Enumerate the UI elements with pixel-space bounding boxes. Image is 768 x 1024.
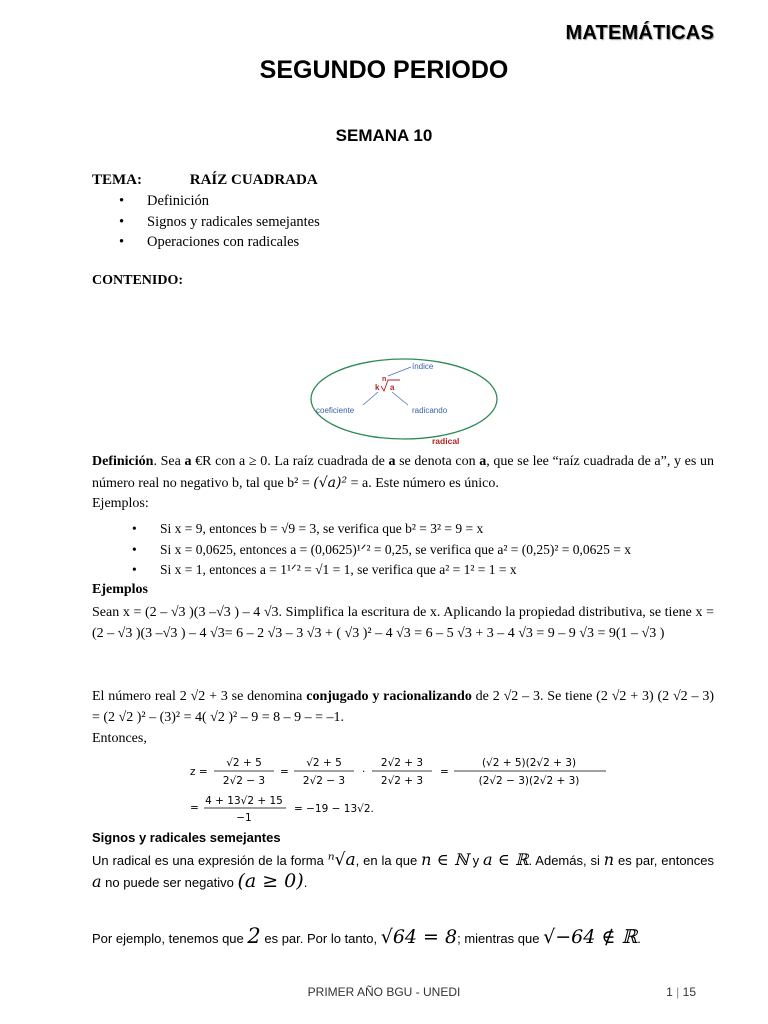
text: se denota con (395, 454, 480, 469)
eq-equals: = (440, 766, 449, 778)
footer-text: PRIMER AÑO BGU - UNEDI (307, 985, 461, 999)
diagram-n: n (382, 376, 387, 383)
definition-paragraph (92, 452, 714, 515)
text: es par, entonces (614, 853, 715, 868)
eq-f4-den: (2√2 − 3)(2√2 + 3) (478, 775, 580, 787)
diagram-a: a (390, 383, 395, 392)
eq-z: z = (190, 766, 208, 778)
eq-dot: · (362, 766, 366, 778)
text: Por ejemplo, tenemos que (92, 931, 248, 946)
diagram-ellipse (311, 359, 497, 439)
eq-f2-num: √2 + 5 (306, 757, 342, 769)
text: Un radical es una expresión de la forma (92, 853, 328, 868)
math-expression: a (92, 872, 102, 891)
eq-f1-den: 2√2 − 3 (222, 775, 266, 787)
eq-f3-den: 2√2 + 3 (380, 775, 424, 787)
total-pages: 15 (682, 985, 696, 999)
math-expression: 2 (247, 924, 261, 948)
topic-list (119, 191, 320, 253)
arrow-radicando (392, 392, 408, 405)
eq-f5-num: 4 + 13√2 + 15 (205, 795, 283, 807)
signos-heading: Signos y radicales semejantes (92, 830, 281, 845)
page-title: SEGUNDO PERIODO (259, 56, 509, 84)
text: . (637, 931, 641, 946)
signos-paragraph (92, 850, 714, 893)
arrow-indice (388, 367, 411, 376)
text: a (479, 454, 487, 469)
math-expression: n (603, 850, 615, 869)
eq-f2-den: 2√2 − 3 (302, 775, 346, 787)
eq-result: = −19 − 13√2. (294, 803, 374, 815)
ejemplos-heading: Ejemplos (92, 582, 148, 597)
eq-f5-den: −1 (236, 812, 252, 824)
text: a (388, 454, 396, 469)
tema-row (92, 172, 318, 189)
contenido-heading: CONTENIDO: (92, 273, 184, 288)
eq-f1-num: √2 + 5 (226, 757, 262, 769)
current-page: 1 (666, 985, 673, 999)
text: , en la que (355, 853, 422, 868)
text: no puede ser negativo (101, 875, 238, 890)
eq-f4-num: (√2 + 5)(2√2 + 3) (481, 757, 577, 769)
text: , que se lee “raíz cuadrada de a”, y es un número real no negativo b, tal que b² = (92, 454, 714, 491)
list-item: • Si x = 9, entonces b = √9 = 3, se verifica que b² = 3² = 9 = x (132, 519, 631, 540)
text: . Sea (153, 454, 185, 469)
ejemplos-paragraph: Sean x = (2 – √3 )(3 –√3 ) – 4 √3. Simplifica la escritura de x. Aplicando la propiedad distributiva, se tiene x = (2 – √3 )(3 –√3 ) – 4 √3= 6 – 2 √3 – 3 √3 + ( √3 )² – 4 √3 = 6 – 5 √3 + 3 – 4 √3 = 9 – 9 √3 = 9(1 – √3 ) (92, 605, 714, 641)
math-expression: a ∈ ℝ (483, 850, 529, 869)
diagram-label-radicando: radicando (412, 406, 448, 415)
eq-f3-num: 2√2 + 3 (380, 757, 424, 769)
conjugado-paragraph (92, 687, 714, 728)
signos-example (92, 924, 714, 948)
list-item: • Si x = 1, entonces a = 1¹ᐟ² = √1 = 1, se verifica que a² = 1² = 1 = x (132, 560, 631, 581)
list-item: • Si x = 0,0625, entonces a = (0,0625)¹ᐟ² = 0,25, se verifica que a² = (0,25)² = 0,0625 = x (132, 540, 631, 561)
week-heading: SEMANA 10 (335, 126, 433, 145)
math-expression: (a ≥ 0) (237, 870, 304, 892)
racionalization-equation (186, 748, 626, 824)
radical-diagram (308, 355, 500, 451)
definition-examples (132, 519, 631, 581)
text: a (184, 454, 192, 469)
list-item: • Definición (119, 191, 320, 212)
entonces-text: Entonces, (92, 731, 147, 746)
page-separator: | (676, 985, 680, 999)
ejemplos-label: Ejemplos: (92, 496, 149, 511)
eq-equals: = (280, 766, 289, 778)
math-expression: √64 = 8 (380, 926, 458, 948)
math-expression: √−64 ∉ ℝ (543, 926, 638, 948)
text: El número real 2 √2 + 3 se denomina (92, 689, 307, 704)
math-expression: n ∈ ℕ (421, 850, 469, 869)
diagram-label-coeficiente: coeficiente (316, 406, 355, 415)
text: €R con a ≥ 0. La raíz cuadrada de (191, 454, 389, 469)
tema-label: TEMA: (92, 172, 142, 188)
text: . Además, si (528, 853, 604, 868)
text: conjugado y racionalizando (306, 689, 472, 704)
diagram-k: k (375, 383, 380, 392)
tema-value: RAÍZ CUADRADA (189, 172, 318, 188)
list-item: • Signos y radicales semejantes (119, 212, 320, 233)
text: de 2 √2 – 3. Se tiene (2 √2 + 3) (2 √2 – 3) = (2 √2 )² – (3)² = 4( √2 )² – 9 = 8 – 9 – = –1. (92, 689, 714, 725)
radical-form: ⁿ√a (327, 850, 356, 870)
text: es par. Por lo tanto, (260, 931, 381, 946)
diagram-label-indice: índice (412, 362, 434, 371)
text: ; mientras que (457, 931, 544, 946)
arrow-coeficiente (363, 392, 378, 405)
definition-formula: (√a)² (313, 474, 348, 491)
text: . (303, 875, 308, 890)
text: = a. Este número es único. (347, 475, 499, 491)
diagram-label-radical: radical (432, 436, 460, 446)
page-number (666, 985, 696, 999)
definicion-label: Definición (92, 454, 154, 469)
subject-header: MATEMÁTICAS (565, 22, 714, 44)
text: y (468, 853, 484, 868)
eq-equals: = (190, 802, 199, 814)
list-item: • Operaciones con radicales (119, 232, 320, 253)
